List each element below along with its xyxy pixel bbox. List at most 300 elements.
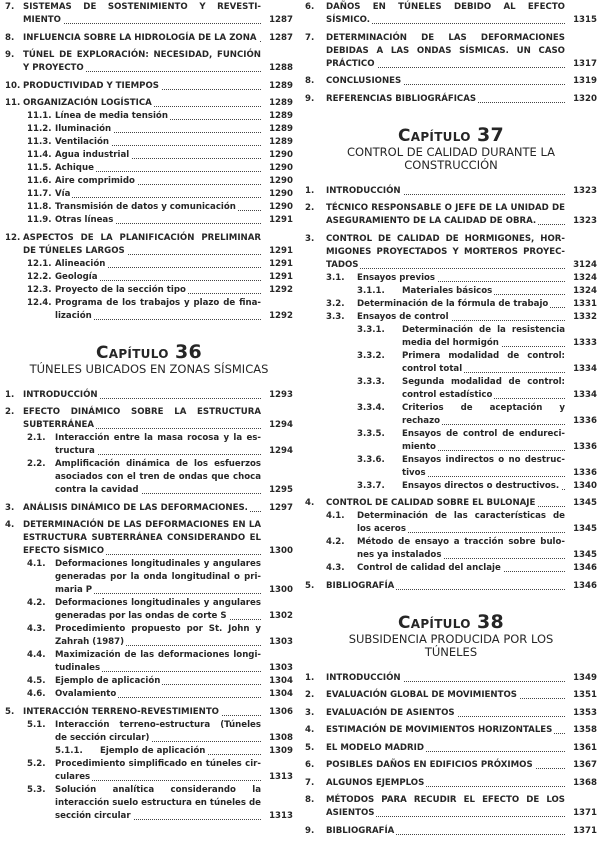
- entry-title-text: Amplificación dinámica de los esfuerzos asociados con el tren de ondas que choca contra la cavidad: [55, 459, 261, 495]
- entry-number: 6.: [305, 760, 315, 770]
- entry-title: [326, 672, 569, 685]
- entry-title: [357, 562, 569, 575]
- entry-title-text: INTERACCIÓN TERRENO-REVESTIMIENTO: [23, 706, 219, 717]
- entry-number: 8.: [5, 32, 15, 43]
- toc-entry[interactable]: [5, 706, 293, 719]
- entry-title: [326, 742, 569, 755]
- entry-title-text: Alineación: [55, 258, 106, 269]
- entry-page: 1317: [573, 58, 597, 69]
- entry-title: [326, 707, 569, 720]
- chapter-number: 37: [476, 123, 505, 146]
- toc-entry[interactable]: [5, 32, 293, 45]
- entry-page: 1289: [269, 111, 293, 121]
- entry-number: 4.: [305, 498, 315, 508]
- toc-entry[interactable]: [305, 272, 597, 285]
- entry-page: 1346: [573, 563, 597, 573]
- entry-page: 1290: [269, 176, 293, 186]
- toc-entry[interactable]: [5, 406, 293, 432]
- entry-number: 9.: [305, 93, 315, 104]
- entry-title: [326, 233, 569, 272]
- entry-title-text: Maximización de las deformaciones longitudinales: [55, 650, 261, 673]
- entry-number: 5.: [5, 706, 15, 717]
- entry-title: [402, 324, 569, 350]
- entry-title-text: Otras líneas: [55, 215, 114, 225]
- toc-entry[interactable]: [5, 97, 293, 110]
- entry-page: 1308: [269, 732, 293, 743]
- toc-entry[interactable]: [305, 1, 597, 27]
- entry-number: 11.4.: [27, 150, 52, 160]
- entry-page: 1300: [269, 585, 293, 595]
- chapter-heading: [305, 123, 597, 172]
- entry-title-text: Deformaciones longitudinales y angulares generadas por la onda longitudinal o primaria P: [55, 559, 261, 595]
- entry-title: [23, 519, 265, 558]
- toc-entry[interactable]: [305, 202, 597, 228]
- entry-page: 3124: [573, 259, 597, 270]
- chapter-label: [305, 610, 597, 633]
- entry-number: 7.: [5, 2, 15, 12]
- entry-number: 4.1.: [27, 559, 46, 569]
- entry-title-text: Agua industrial: [55, 150, 130, 160]
- entry-page: 1349: [573, 672, 597, 683]
- entry-page: 1291: [269, 245, 293, 256]
- entry-title: [402, 480, 569, 493]
- entry-title-text: CONTROL DE CALIDAD DE HORMIGONES, HORMIGONES PROYECTADOS Y MORTEROS PROYECTADOS: [326, 233, 565, 270]
- toc-entry[interactable]: [305, 580, 597, 593]
- entry-title: [55, 162, 265, 175]
- entry-number: 2.2.: [27, 459, 46, 469]
- entry-page: 1304: [269, 689, 293, 699]
- entry-number: 2.: [5, 407, 15, 417]
- entry-number: 4.3.: [27, 624, 46, 634]
- entry-page: 1358: [573, 725, 597, 735]
- entry-page: 1293: [269, 389, 293, 400]
- entry-title-text: Ensayos previos: [357, 272, 436, 283]
- toc-entry[interactable]: [305, 376, 597, 402]
- entry-page: 1315: [573, 15, 597, 25]
- entry-title-text: Iluminación: [55, 124, 112, 134]
- entry-title-text: DAÑOS EN TÚNELES DEBIDO AL EFECTO SÍSMICO.: [326, 2, 565, 25]
- entry-title-text: Aire comprimido: [55, 176, 135, 186]
- toc-entry[interactable]: [5, 284, 293, 297]
- entry-title-text: Control de calidad del anclaje: [357, 563, 501, 573]
- toc-entry[interactable]: [305, 707, 597, 720]
- entry-number: 3.1.1.: [357, 285, 385, 296]
- entry-title: [23, 49, 265, 75]
- entry-number: 3.3.6.: [357, 454, 385, 465]
- entry-title-text: BIBLIOGRAFÍA: [326, 580, 395, 591]
- entry-title: [326, 497, 569, 510]
- entry-page: 1323: [573, 185, 597, 196]
- entry-number: 11.1.: [27, 111, 52, 121]
- entry-title-text: Interacción entre la masa rocosa y la estructura: [55, 433, 261, 456]
- entry-title: [55, 136, 265, 149]
- entry-title: [55, 123, 265, 136]
- toc-entry[interactable]: [5, 201, 293, 214]
- entry-number: 6.: [305, 2, 315, 12]
- entry-number: 4.5.: [27, 676, 46, 686]
- entry-title-text: SISTEMAS DE SOSTENIMIENTO Y REVESTIMIENTO: [23, 2, 261, 25]
- entry-title-text: ORGANIZACIÓN LOGÍSTICA: [23, 98, 152, 108]
- entry-title-text: INTRODUCCIÓN: [326, 185, 401, 196]
- entry-title: [326, 794, 569, 820]
- entry-number: 3.: [5, 502, 15, 513]
- entry-page: 1331: [573, 298, 597, 309]
- entry-title: [55, 675, 265, 688]
- toc-entry[interactable]: [305, 480, 597, 493]
- toc-entry[interactable]: [305, 689, 597, 702]
- toc-entry[interactable]: [5, 80, 293, 93]
- toc-entry[interactable]: [305, 402, 597, 428]
- entry-title-text: Vía: [55, 189, 71, 199]
- entry-title: [100, 745, 265, 758]
- entry-page: 1292: [269, 310, 293, 321]
- toc-entry[interactable]: [5, 1, 293, 27]
- entry-number: 3.3.1.: [357, 324, 385, 335]
- toc-entry[interactable]: [305, 93, 597, 106]
- toc-entry[interactable]: [305, 185, 597, 198]
- entry-page: 1292: [269, 284, 293, 295]
- entry-page: 1294: [269, 446, 293, 456]
- entry-number: 3.3.3.: [357, 376, 385, 387]
- entry-number: 11.5.: [27, 163, 52, 173]
- toc-entry[interactable]: [305, 777, 597, 790]
- toc-entry[interactable]: [5, 110, 293, 123]
- chapter-heading: [305, 610, 597, 659]
- entry-number: 5.1.1.: [55, 745, 83, 756]
- entry-number: 4.2.: [326, 537, 345, 547]
- entry-number: 3.3.: [326, 311, 345, 322]
- entry-title: [55, 458, 265, 497]
- entry-number: 12.: [5, 232, 21, 243]
- toc-entry[interactable]: [305, 562, 597, 575]
- toc-entry[interactable]: [5, 123, 293, 136]
- entry-title-text: Ventilación: [55, 137, 109, 147]
- entry-page: 1346: [573, 580, 597, 591]
- entry-title: [55, 784, 265, 823]
- toc-entry[interactable]: [5, 149, 293, 162]
- entry-number: 11.2.: [27, 124, 52, 134]
- entry-page: 1304: [269, 676, 293, 686]
- chapter-heading: [5, 340, 293, 376]
- entry-page: 1345: [573, 524, 597, 534]
- entry-title: [326, 1, 569, 27]
- toc-entry[interactable]: [5, 214, 293, 227]
- entry-number: 4.6.: [27, 689, 46, 699]
- chapter-title: SUBSIDENCIA PRODUCIDA POR LOS TÚNELES: [348, 631, 554, 659]
- toc-entry[interactable]: [305, 759, 597, 772]
- entry-title: [55, 297, 265, 323]
- entry-page: 1288: [269, 63, 293, 73]
- entry-title: [326, 32, 569, 71]
- toc-entry[interactable]: [305, 311, 597, 324]
- entry-title: [55, 258, 265, 271]
- entry-title: [326, 759, 569, 772]
- entry-number: 11.6.: [27, 176, 52, 186]
- toc-entry[interactable]: [305, 233, 597, 272]
- toc-entry[interactable]: [305, 32, 597, 71]
- entry-title: [55, 110, 265, 123]
- toc-entry[interactable]: [305, 672, 597, 685]
- entry-number: 11.7.: [27, 189, 52, 199]
- entry-page: 1336: [573, 467, 597, 478]
- toc-entry[interactable]: [5, 458, 293, 497]
- entry-title: [23, 32, 265, 45]
- entry-title: [402, 285, 569, 298]
- chapter-word: Capítulo: [397, 612, 471, 633]
- entry-number: 2.: [305, 203, 315, 213]
- toc-entry[interactable]: [305, 428, 597, 454]
- entry-number: 1.: [305, 672, 315, 683]
- chapter-number: 36: [174, 340, 203, 363]
- entry-number: 10.: [5, 80, 21, 91]
- entry-title-text: Determinación de la resistencia media del hormigón: [402, 324, 565, 348]
- entry-title-text: Geología: [55, 271, 98, 282]
- entry-title-text: Achique: [55, 163, 94, 173]
- entry-page: 1289: [269, 98, 293, 108]
- entry-number: 1.: [5, 389, 15, 400]
- entry-page: 1303: [269, 663, 293, 673]
- toc-entry[interactable]: [305, 324, 597, 350]
- entry-title-text: Deformaciones longitudinales y angulares generadas por las ondas de corte S: [55, 598, 261, 621]
- entry-title-text: ESTIMACIÓN DE MOVIMIENTOS HORIZONTALES: [326, 725, 553, 735]
- chapter-title: CONTROL DE CALIDAD DURANTE LA CONSTRUCCIÓN: [346, 144, 556, 172]
- chapter-word: Capítulo: [95, 342, 169, 363]
- entry-title: [55, 432, 265, 458]
- entry-title: [55, 149, 265, 162]
- entry-title-text: POSIBLES DAÑOS EN EDIFICIOS PRÓXIMOS: [326, 760, 533, 770]
- entry-title: [326, 93, 569, 106]
- entry-page: 1361: [573, 742, 597, 753]
- entry-page: 1289: [269, 124, 293, 134]
- entry-title-text: ANÁLISIS DINÁMICO DE LAS DEFORMACIONES.: [23, 502, 248, 513]
- toc-entry[interactable]: [305, 742, 597, 755]
- toc-column-right: [305, 1, 597, 838]
- toc-entry[interactable]: [5, 675, 293, 688]
- entry-title: [55, 558, 265, 597]
- entry-number: 12.2.: [27, 271, 52, 282]
- entry-page: 1351: [573, 690, 597, 700]
- toc-entry[interactable]: [5, 745, 293, 758]
- toc-entry[interactable]: [5, 297, 293, 323]
- entry-page: 1291: [269, 258, 293, 269]
- entry-title-text: ASPECTOS DE LA PLANIFICACIÓN PRELIMINAR DE TÚNELES LARGOS: [23, 232, 261, 256]
- entry-title: [402, 402, 569, 428]
- entry-title-text: Ensayos de control: [357, 311, 449, 322]
- toc-entry[interactable]: [305, 724, 597, 737]
- entry-title: [357, 510, 569, 536]
- entry-page: 1291: [269, 271, 293, 282]
- entry-number: 5.1.: [27, 719, 46, 730]
- toc-entry[interactable]: [5, 389, 293, 402]
- toc-entry[interactable]: [5, 232, 293, 258]
- entry-title-text: Primera modalidad de control: control total: [402, 350, 565, 374]
- entry-title-text: TÚNEL DE EXPLORACIÓN: NECESIDAD, FUNCIÓN Y PROYECTO: [23, 50, 261, 73]
- entry-title: [402, 350, 569, 376]
- toc-entry[interactable]: [5, 558, 293, 597]
- entry-title: [55, 649, 265, 675]
- entry-page: 1290: [269, 189, 293, 199]
- chapter-title: TÚNELES UBICADOS EN ZONAS SÍSMICAS: [29, 361, 269, 376]
- toc-entry[interactable]: [5, 432, 293, 458]
- entry-number: 5.2.: [27, 758, 46, 769]
- entry-page: 1294: [269, 420, 293, 430]
- toc-entry[interactable]: [5, 502, 293, 515]
- toc-entry[interactable]: [5, 49, 293, 75]
- entry-number: 11.9.: [27, 215, 52, 225]
- entry-title: [55, 188, 265, 201]
- toc-entry[interactable]: [305, 497, 597, 510]
- entry-page: 1336: [573, 441, 597, 452]
- toc-entry[interactable]: [5, 271, 293, 284]
- entry-title: [326, 689, 569, 702]
- entry-page: 1300: [269, 546, 293, 556]
- toc-entry[interactable]: [305, 536, 597, 562]
- entry-title-text: ALGUNOS EJEMPLOS: [326, 777, 425, 788]
- entry-number: 5.3.: [27, 784, 46, 795]
- entry-page: 1371: [573, 825, 597, 836]
- entry-page: 1291: [269, 215, 293, 225]
- entry-page: 1313: [269, 810, 293, 821]
- toc-entry[interactable]: [5, 136, 293, 149]
- entry-page: 1290: [269, 163, 293, 173]
- entry-title-text: Criterios de aceptación y rechazo: [402, 402, 565, 426]
- entry-title: [357, 536, 569, 562]
- entry-title: [326, 580, 569, 593]
- chapter-word: Capítulo: [397, 125, 471, 146]
- toc-entry[interactable]: [305, 794, 597, 820]
- entry-number: 3.3.7.: [357, 480, 385, 491]
- entry-number: 4.: [5, 520, 15, 530]
- entry-number: 4.1.: [326, 511, 345, 521]
- toc-entry[interactable]: [5, 688, 293, 701]
- entry-page: 1333: [573, 337, 597, 348]
- entry-title: [55, 597, 265, 623]
- entry-number: 3.1.: [326, 272, 345, 283]
- entry-title-text: INFLUENCIA SOBRE LA HIDROLOGÍA DE LA ZONA: [23, 32, 257, 43]
- chapter-number: 38: [476, 610, 505, 633]
- toc-entry[interactable]: [305, 454, 597, 480]
- entry-title-text: Procedimiento propuesto por St. John y Zahrah (1987): [55, 624, 261, 647]
- entry-number: 7.: [305, 32, 315, 43]
- entry-number: 4.3.: [326, 563, 345, 573]
- entry-title: [55, 284, 265, 297]
- entry-number: 3.3.5.: [357, 428, 385, 439]
- entry-title-text: DETERMINACIÓN DE LAS DEFORMACIONES DEBIDAS A LAS ONDAS SÍSMICAS. UN CASO PRÁCTICO: [326, 32, 565, 69]
- entry-page: 1334: [573, 363, 597, 374]
- entry-page: 1309: [269, 745, 293, 756]
- entry-title-text: Interacción terreno-estructura (Túneles de sección circular): [55, 719, 261, 743]
- entry-number: 3.: [305, 707, 315, 718]
- entry-title: [357, 298, 569, 311]
- entry-title-text: PRODUCTIVIDAD Y TIEMPOS: [23, 80, 159, 91]
- entry-title: [326, 777, 569, 790]
- entry-title-text: Ensayos directos o destructivos.: [402, 480, 560, 491]
- toc-entry[interactable]: [305, 285, 597, 298]
- entry-number: 11.3.: [27, 137, 52, 147]
- entry-page: 1289: [269, 80, 293, 91]
- entry-number: 9.: [305, 825, 315, 836]
- entry-title: [402, 376, 569, 402]
- entry-page: 1287: [269, 15, 293, 25]
- toc-entry[interactable]: [5, 175, 293, 188]
- entry-page: 1332: [573, 311, 597, 322]
- entry-title-text: Materiales básicos: [402, 285, 493, 296]
- entry-page: 1289: [269, 137, 293, 147]
- entry-page: 1345: [573, 498, 597, 508]
- entry-title: [23, 1, 265, 27]
- entry-title-text: Determinación de las características de los aceros: [357, 511, 565, 534]
- entry-page: 1313: [269, 771, 293, 782]
- entry-title-text: DETERMINACIÓN DE LAS DEFORMACIONES EN LA ESTRUCTURA SUBTERRÁNEA CONSIDERANDO EL EFECTO SÍSMICO: [23, 520, 261, 556]
- entry-number: 12.4.: [27, 297, 52, 308]
- entry-title: [402, 428, 569, 454]
- toc-entry[interactable]: [5, 519, 293, 558]
- toc-entry[interactable]: [5, 649, 293, 675]
- entry-page: 1290: [269, 150, 293, 160]
- entry-title-text: INTRODUCCIÓN: [326, 672, 401, 683]
- toc-entry[interactable]: [305, 298, 597, 311]
- entry-title-text: Proyecto de la sección tipo: [55, 284, 186, 295]
- entry-number: 5.: [305, 580, 315, 591]
- toc-entry[interactable]: [305, 75, 597, 88]
- entry-page: 1287: [269, 32, 293, 43]
- entry-number: 11.: [5, 98, 21, 108]
- entry-title: [23, 502, 265, 515]
- entry-title: [326, 724, 569, 737]
- entry-title: [23, 389, 265, 402]
- entry-page: 1306: [269, 706, 293, 717]
- entry-title-text: CONCLUSIONES: [326, 76, 402, 86]
- entry-page: 1302: [269, 611, 293, 621]
- entry-title-text: Programa de los trabajos y plazo de finalización: [55, 297, 261, 321]
- toc-entry[interactable]: [305, 510, 597, 536]
- entry-number: 4.2.: [27, 598, 46, 608]
- entry-title: [357, 311, 569, 324]
- entry-number: 9.: [5, 50, 15, 60]
- entry-title-text: EFECTO DINÁMICO SOBRE LA ESTRUCTURA SUBTERRÁNEA: [23, 407, 261, 430]
- entry-page: 1323: [573, 216, 597, 226]
- toc-entry[interactable]: [5, 162, 293, 175]
- entry-number: 1.: [305, 185, 315, 196]
- entry-number: 4.4.: [27, 650, 46, 660]
- entry-title: [55, 758, 265, 784]
- entry-title: [23, 232, 265, 258]
- entry-number: 3.3.2.: [357, 350, 385, 361]
- entry-title: [23, 80, 265, 93]
- entry-page: 1290: [269, 202, 293, 212]
- entry-number: 4.: [305, 725, 315, 735]
- entry-title-text: EL MODELO MADRID: [326, 742, 424, 753]
- toc-entry[interactable]: [5, 623, 293, 649]
- toc-entry[interactable]: [5, 188, 293, 201]
- entry-page: 1320: [573, 93, 597, 104]
- toc-entry[interactable]: [5, 784, 293, 823]
- toc-entry[interactable]: [305, 350, 597, 376]
- entry-page: 1297: [269, 502, 293, 513]
- entry-title: [55, 201, 265, 214]
- toc-entry[interactable]: [305, 825, 597, 838]
- chapter-label: [5, 340, 293, 363]
- entry-page: 1340: [573, 480, 597, 491]
- toc-entry[interactable]: [5, 719, 293, 745]
- entry-title: [55, 214, 265, 227]
- toc-entry[interactable]: [5, 758, 293, 784]
- toc-entry[interactable]: [5, 597, 293, 623]
- toc-entry[interactable]: [5, 258, 293, 271]
- chapter-label: [305, 123, 597, 146]
- entry-title-text: MÉTODOS PARA RECUDIR EL EFECTO DE LOS ASIENTOS: [326, 795, 565, 818]
- entry-title-text: REFERENCIAS BIBLIOGRÁFICAS: [326, 93, 477, 104]
